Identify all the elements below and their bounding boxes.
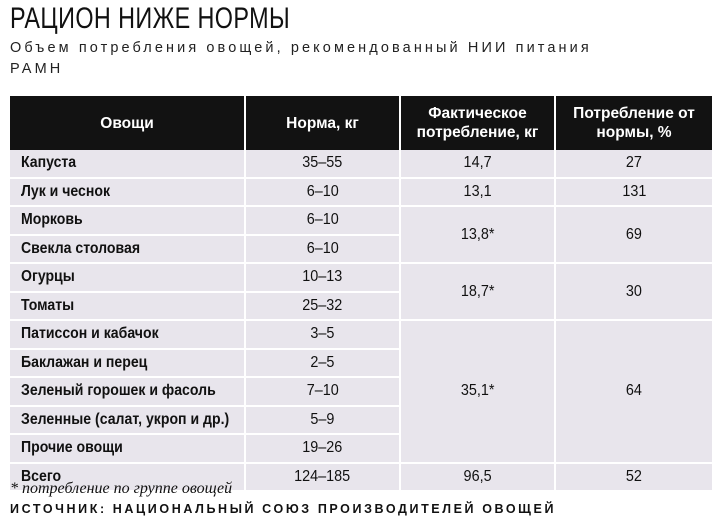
vegetable-name: Лук и чеснок	[21, 182, 111, 200]
norm-cell: 35–55	[245, 150, 400, 178]
page-title: РАЦИОН НИЖЕ НОРМЫ	[10, 2, 291, 35]
header-norm: Норма, кг	[245, 96, 400, 150]
vegetable-name: Прочие овощи	[21, 439, 123, 457]
percent-cell: 52	[555, 463, 712, 492]
vegetable-name: Всего	[21, 467, 62, 485]
table-row	[10, 320, 712, 349]
actual-cell-group: 35,1*	[400, 320, 555, 463]
table-row	[10, 206, 712, 235]
norm-cell: 124–185	[245, 463, 400, 492]
percent-cell-group: 69	[555, 206, 712, 263]
vegetable-name: Баклажан и перец	[21, 353, 148, 371]
vegetable-name: Огурцы	[21, 268, 75, 286]
header-vegetables: Овощи	[10, 96, 245, 150]
norm-cell: 3–5	[245, 320, 400, 349]
norm-cell: 5–9	[245, 406, 400, 435]
source-line: ИСТОЧНИК: НАЦИОНАЛЬНЫЙ СОЮЗ ПРОИЗВОДИТЕЛЕЙ ОВОЩЕЙ	[10, 502, 557, 516]
percent-cell: 131	[555, 178, 712, 207]
header-actual: Фактическое потребление, кг	[400, 96, 555, 150]
percent-cell-group: 30	[555, 263, 712, 320]
vegetable-name: Зеленные (салат, укроп и др.)	[21, 410, 230, 428]
vegetable-name: Зеленый горошек и фасоль	[21, 382, 216, 400]
actual-cell: 96,5	[400, 463, 555, 492]
vegetable-name: Патиссон и кабачок	[21, 325, 159, 343]
actual-cell: 13,1	[400, 178, 555, 207]
table-row	[10, 178, 712, 207]
vegetable-name: Капуста	[21, 154, 77, 172]
norm-cell: 25–32	[245, 292, 400, 321]
norm-cell: 6–10	[245, 178, 400, 207]
table-row	[10, 263, 712, 292]
table-header-row	[10, 96, 712, 150]
vegetable-name: Морковь	[21, 211, 83, 229]
percent-cell: 27	[555, 150, 712, 178]
norm-cell: 6–10	[245, 206, 400, 235]
subtitle: Объем потребления овощей, рекомендованный НИИ питания РАМН	[10, 40, 592, 77]
vegetable-name: Свекла столовая	[21, 239, 141, 257]
percent-cell-group: 64	[555, 320, 712, 463]
norm-cell: 2–5	[245, 349, 400, 378]
actual-cell: 14,7	[400, 150, 555, 178]
actual-cell-group: 18,7*	[400, 263, 555, 320]
norm-cell: 6–10	[245, 235, 400, 264]
header-percent: Потребление от нормы, %	[555, 96, 712, 150]
vegetable-name: Томаты	[21, 296, 75, 314]
norm-cell: 19–26	[245, 434, 400, 463]
table-row	[10, 150, 712, 178]
actual-cell-group: 13,8*	[400, 206, 555, 263]
footnote: * потребление по группе овощей	[10, 480, 233, 497]
norm-cell: 10–13	[245, 263, 400, 292]
vegetable-consumption-table	[10, 96, 712, 492]
norm-cell: 7–10	[245, 377, 400, 406]
